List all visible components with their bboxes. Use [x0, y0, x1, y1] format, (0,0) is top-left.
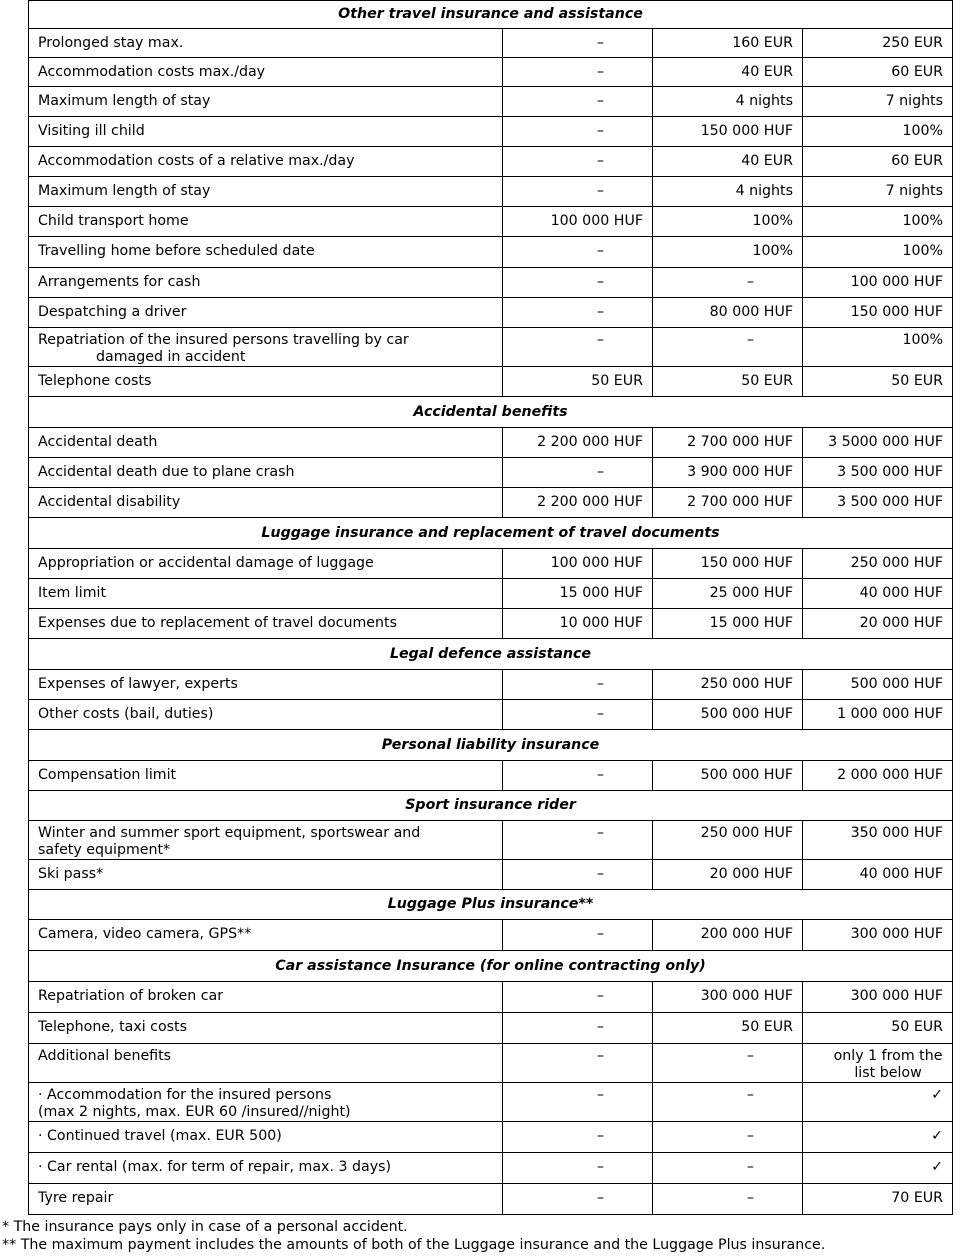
row-label: [29, 237, 503, 268]
value-col-2: 500 000 HUF: [653, 700, 803, 730]
value-col-3: 60 EUR: [803, 58, 953, 87]
table-row: [29, 29, 953, 58]
row-label-line1: Prolonged stay max.: [38, 35, 184, 51]
value-col-3: 100%: [803, 117, 953, 147]
table-row: [29, 428, 953, 458]
table-row: [29, 982, 953, 1013]
table-row: [29, 609, 953, 639]
table-row: [29, 1184, 953, 1215]
row-label-line1: Expenses of lawyer, experts: [38, 676, 238, 692]
row-label: [29, 29, 503, 58]
value-col-1: –: [503, 1013, 653, 1044]
row-label-line1: Camera, video camera, GPS**: [38, 926, 252, 942]
row-label: [29, 58, 503, 87]
value-col-1: –: [503, 298, 653, 328]
footnote-1: * The insurance pays only in case of a personal accident.: [2, 1219, 408, 1235]
value-col-2: 2 700 000 HUF: [653, 428, 803, 458]
value-col-1: –: [503, 700, 653, 730]
value-col-1: –: [503, 1122, 653, 1153]
table-row: [29, 58, 953, 87]
value-col-1: 2 200 000 HUF: [503, 428, 653, 458]
row-label: [29, 117, 503, 147]
value-col-1: –: [503, 237, 653, 268]
table-row: [29, 1044, 953, 1083]
section-title: Sport insurance rider: [29, 791, 953, 821]
value-col-1: 2 200 000 HUF: [503, 488, 653, 518]
row-label-line1: Accommodation costs of a relative max./day: [38, 153, 355, 169]
value-col-2: 200 000 HUF: [653, 920, 803, 951]
value-col-2: 160 EUR: [653, 29, 803, 58]
row-label: [29, 328, 503, 367]
section-header: [29, 730, 953, 761]
table-row: [29, 87, 953, 117]
footnote-2: ** The maximum payment includes the amounts of both of the Luggage insurance and the Luggage Plus insurance.: [2, 1237, 826, 1253]
table-row: [29, 177, 953, 207]
row-label-line1: Other costs (bail, duties): [38, 706, 214, 722]
row-label-line1: Telephone costs: [38, 373, 152, 389]
value-col-3: 3 500 000 HUF: [803, 488, 953, 518]
value-col-3: 70 EUR: [803, 1184, 953, 1215]
row-label-line1: Despatching a driver: [38, 304, 187, 320]
table-row: [29, 1013, 953, 1044]
value-col-1: –: [503, 458, 653, 488]
table-row: [29, 1153, 953, 1184]
value-col-3: 250 000 HUF: [803, 549, 953, 579]
value-col-1: –: [503, 860, 653, 890]
value-col-3: [803, 1044, 953, 1083]
row-label: [29, 298, 503, 328]
section-header: [29, 890, 953, 920]
row-label: [29, 147, 503, 177]
table-row: [29, 207, 953, 237]
row-label-line2: safety equipment*: [38, 842, 171, 858]
section-header: [29, 639, 953, 670]
row-label-line1: Maximum length of stay: [38, 93, 211, 109]
section-title: Personal liability insurance: [29, 730, 953, 761]
table-row: [29, 117, 953, 147]
row-label: [29, 367, 503, 397]
table-row: [29, 700, 953, 730]
value-col-3: 3 5000 000 HUF: [803, 428, 953, 458]
row-label: [29, 860, 503, 890]
value-col-3: 50 EUR: [803, 1013, 953, 1044]
row-label-line1: Repatriation of broken car: [38, 988, 224, 1004]
value-col-1: –: [503, 761, 653, 791]
section-header: [29, 791, 953, 821]
value-col-1: –: [503, 328, 653, 367]
row-label-line1: Visiting ill child: [38, 123, 145, 139]
row-label-line1: Accommodation costs max./day: [38, 64, 266, 80]
value-col-3: 100%: [803, 328, 953, 367]
row-label: [29, 821, 503, 860]
row-label-line1: Accidental death due to plane crash: [38, 464, 295, 480]
value-col-2: –: [653, 1184, 803, 1215]
section-header: [29, 951, 953, 982]
value-col-2: 3 900 000 HUF: [653, 458, 803, 488]
value-col-2: 2 700 000 HUF: [653, 488, 803, 518]
table-row: [29, 670, 953, 700]
table-row: [29, 488, 953, 518]
row-label-line2: (max 2 nights, max. EUR 60 /insured//night): [38, 1104, 351, 1120]
value-col-2: 15 000 HUF: [653, 609, 803, 639]
value-col-3: 50 EUR: [803, 367, 953, 397]
section-header: [29, 397, 953, 428]
value-col-2: 250 000 HUF: [653, 670, 803, 700]
section-title: Luggage Plus insurance**: [29, 890, 953, 920]
table-row: [29, 821, 953, 860]
value-col-1: –: [503, 117, 653, 147]
insurance-table-body: [29, 1, 953, 1215]
value-col-3: 300 000 HUF: [803, 982, 953, 1013]
value-col-3: 2 000 000 HUF: [803, 761, 953, 791]
value-col-1: –: [503, 821, 653, 860]
footnotes: [2, 1218, 825, 1254]
value-col-1: –: [503, 87, 653, 117]
value-col-1: –: [503, 1153, 653, 1184]
table-row: [29, 147, 953, 177]
value-col-3: 20 000 HUF: [803, 609, 953, 639]
value-col-1: 100 000 HUF: [503, 207, 653, 237]
table-row: [29, 860, 953, 890]
check-icon: ✓: [803, 1122, 953, 1153]
row-label: [29, 549, 503, 579]
row-label-line1: Maximum length of stay: [38, 183, 211, 199]
value-col-2: –: [653, 268, 803, 298]
row-label: [29, 1044, 503, 1083]
value-col-3: 7 nights: [803, 87, 953, 117]
row-label-line1: Compensation limit: [38, 767, 177, 783]
row-label-line1: Ski pass*: [38, 866, 104, 882]
row-label-line1: · Car rental (max. for term of repair, max. 3 days): [38, 1159, 392, 1175]
value-col-1: –: [503, 1044, 653, 1083]
value-line1: only 1 from the: [833, 1048, 943, 1064]
value-col-3: 100%: [803, 207, 953, 237]
row-label: [29, 1013, 503, 1044]
row-label: [29, 1153, 503, 1184]
value-col-1: –: [503, 29, 653, 58]
section-title: Accidental benefits: [29, 397, 953, 428]
value-col-3: 7 nights: [803, 177, 953, 207]
value-col-1: –: [503, 1184, 653, 1215]
value-col-1: –: [503, 58, 653, 87]
row-label-line1: Item limit: [38, 585, 107, 601]
row-label: [29, 87, 503, 117]
section-header: [29, 1, 953, 29]
value-col-1: –: [503, 982, 653, 1013]
row-label-line1: Accidental death: [38, 434, 158, 450]
value-col-2: –: [653, 1153, 803, 1184]
value-col-3: 3 500 000 HUF: [803, 458, 953, 488]
value-col-2: 50 EUR: [653, 367, 803, 397]
table-row: [29, 1083, 953, 1122]
value-col-2: 100%: [653, 237, 803, 268]
value-col-2: –: [653, 328, 803, 367]
value-col-1: –: [503, 268, 653, 298]
value-col-2: 150 000 HUF: [653, 117, 803, 147]
table-row: [29, 298, 953, 328]
value-col-1: 15 000 HUF: [503, 579, 653, 609]
value-col-3: 40 000 HUF: [803, 579, 953, 609]
row-label-line1: Repatriation of the insured persons travelling by car: [38, 332, 409, 348]
insurance-table: [28, 0, 953, 1215]
value-col-3: 150 000 HUF: [803, 298, 953, 328]
row-label: [29, 920, 503, 951]
row-label: [29, 458, 503, 488]
row-label-line1: Winter and summer sport equipment, sportswear and: [38, 825, 421, 841]
value-col-1: –: [503, 920, 653, 951]
row-label-line1: Arrangements for cash: [38, 274, 201, 290]
row-label-line1: · Continued travel (max. EUR 500): [38, 1128, 282, 1144]
row-label-line1: Expenses due to replacement of travel documents: [38, 615, 397, 631]
table-row: [29, 579, 953, 609]
value-col-2: 50 EUR: [653, 1013, 803, 1044]
value-col-2: 4 nights: [653, 87, 803, 117]
row-label-line1: Telephone, taxi costs: [38, 1019, 188, 1035]
row-label: [29, 488, 503, 518]
row-label: [29, 579, 503, 609]
table-row: [29, 328, 953, 367]
row-label: [29, 982, 503, 1013]
value-col-2: 500 000 HUF: [653, 761, 803, 791]
row-label: [29, 1083, 503, 1122]
row-label: [29, 1184, 503, 1215]
row-label-line1: Appropriation or accidental damage of luggage: [38, 555, 374, 571]
value-col-3: 350 000 HUF: [803, 821, 953, 860]
value-col-2: 150 000 HUF: [653, 549, 803, 579]
table-row: [29, 549, 953, 579]
value-col-3: 100%: [803, 237, 953, 268]
section-header: [29, 518, 953, 549]
value-col-1: 50 EUR: [503, 367, 653, 397]
row-label: [29, 1122, 503, 1153]
table-row: [29, 761, 953, 791]
table-row: [29, 367, 953, 397]
value-col-2: 4 nights: [653, 177, 803, 207]
value-col-3: 100 000 HUF: [803, 268, 953, 298]
section-title: Car assistance Insurance (for online contracting only): [29, 951, 953, 982]
value-col-2: 25 000 HUF: [653, 579, 803, 609]
check-icon: ✓: [803, 1153, 953, 1184]
row-label-line1: Accidental disability: [38, 494, 181, 510]
value-col-3: 40 000 HUF: [803, 860, 953, 890]
value-col-3: 1 000 000 HUF: [803, 700, 953, 730]
value-col-3: 250 EUR: [803, 29, 953, 58]
check-icon: ✓: [803, 1083, 953, 1122]
value-col-1: –: [503, 670, 653, 700]
value-col-2: –: [653, 1083, 803, 1122]
table-row: [29, 458, 953, 488]
row-label: [29, 761, 503, 791]
value-col-1: 10 000 HUF: [503, 609, 653, 639]
table-row: [29, 920, 953, 951]
value-col-2: –: [653, 1044, 803, 1083]
row-label: [29, 207, 503, 237]
row-label: [29, 428, 503, 458]
table-row: [29, 237, 953, 268]
table-row: [29, 1122, 953, 1153]
value-col-3: 60 EUR: [803, 147, 953, 177]
value-line2: list below: [854, 1065, 922, 1081]
value-col-2: 40 EUR: [653, 147, 803, 177]
row-label-line1: Child transport home: [38, 213, 189, 229]
row-label: [29, 609, 503, 639]
value-col-1: –: [503, 1083, 653, 1122]
row-label-line1: Tyre repair: [38, 1190, 114, 1206]
row-label-line1: Travelling home before scheduled date: [38, 243, 315, 259]
row-label: [29, 268, 503, 298]
value-col-2: 20 000 HUF: [653, 860, 803, 890]
value-col-3: 500 000 HUF: [803, 670, 953, 700]
value-col-2: –: [653, 1122, 803, 1153]
value-col-2: 100%: [653, 207, 803, 237]
value-col-2: 250 000 HUF: [653, 821, 803, 860]
value-col-2: 300 000 HUF: [653, 982, 803, 1013]
table-row: [29, 268, 953, 298]
section-title: Other travel insurance and assistance: [29, 1, 953, 29]
value-col-2: 40 EUR: [653, 58, 803, 87]
value-col-1: 100 000 HUF: [503, 549, 653, 579]
value-col-1: –: [503, 177, 653, 207]
row-label: [29, 177, 503, 207]
row-label: [29, 700, 503, 730]
section-title: Luggage insurance and replacement of travel documents: [29, 518, 953, 549]
row-label-line2: damaged in accident: [96, 349, 246, 365]
value-col-2: 80 000 HUF: [653, 298, 803, 328]
row-label: [29, 670, 503, 700]
value-col-3: 300 000 HUF: [803, 920, 953, 951]
value-col-1: –: [503, 147, 653, 177]
row-label-line1: · Accommodation for the insured persons: [38, 1087, 332, 1103]
row-label-line1: Additional benefits: [38, 1048, 172, 1064]
section-title: Legal defence assistance: [29, 639, 953, 670]
